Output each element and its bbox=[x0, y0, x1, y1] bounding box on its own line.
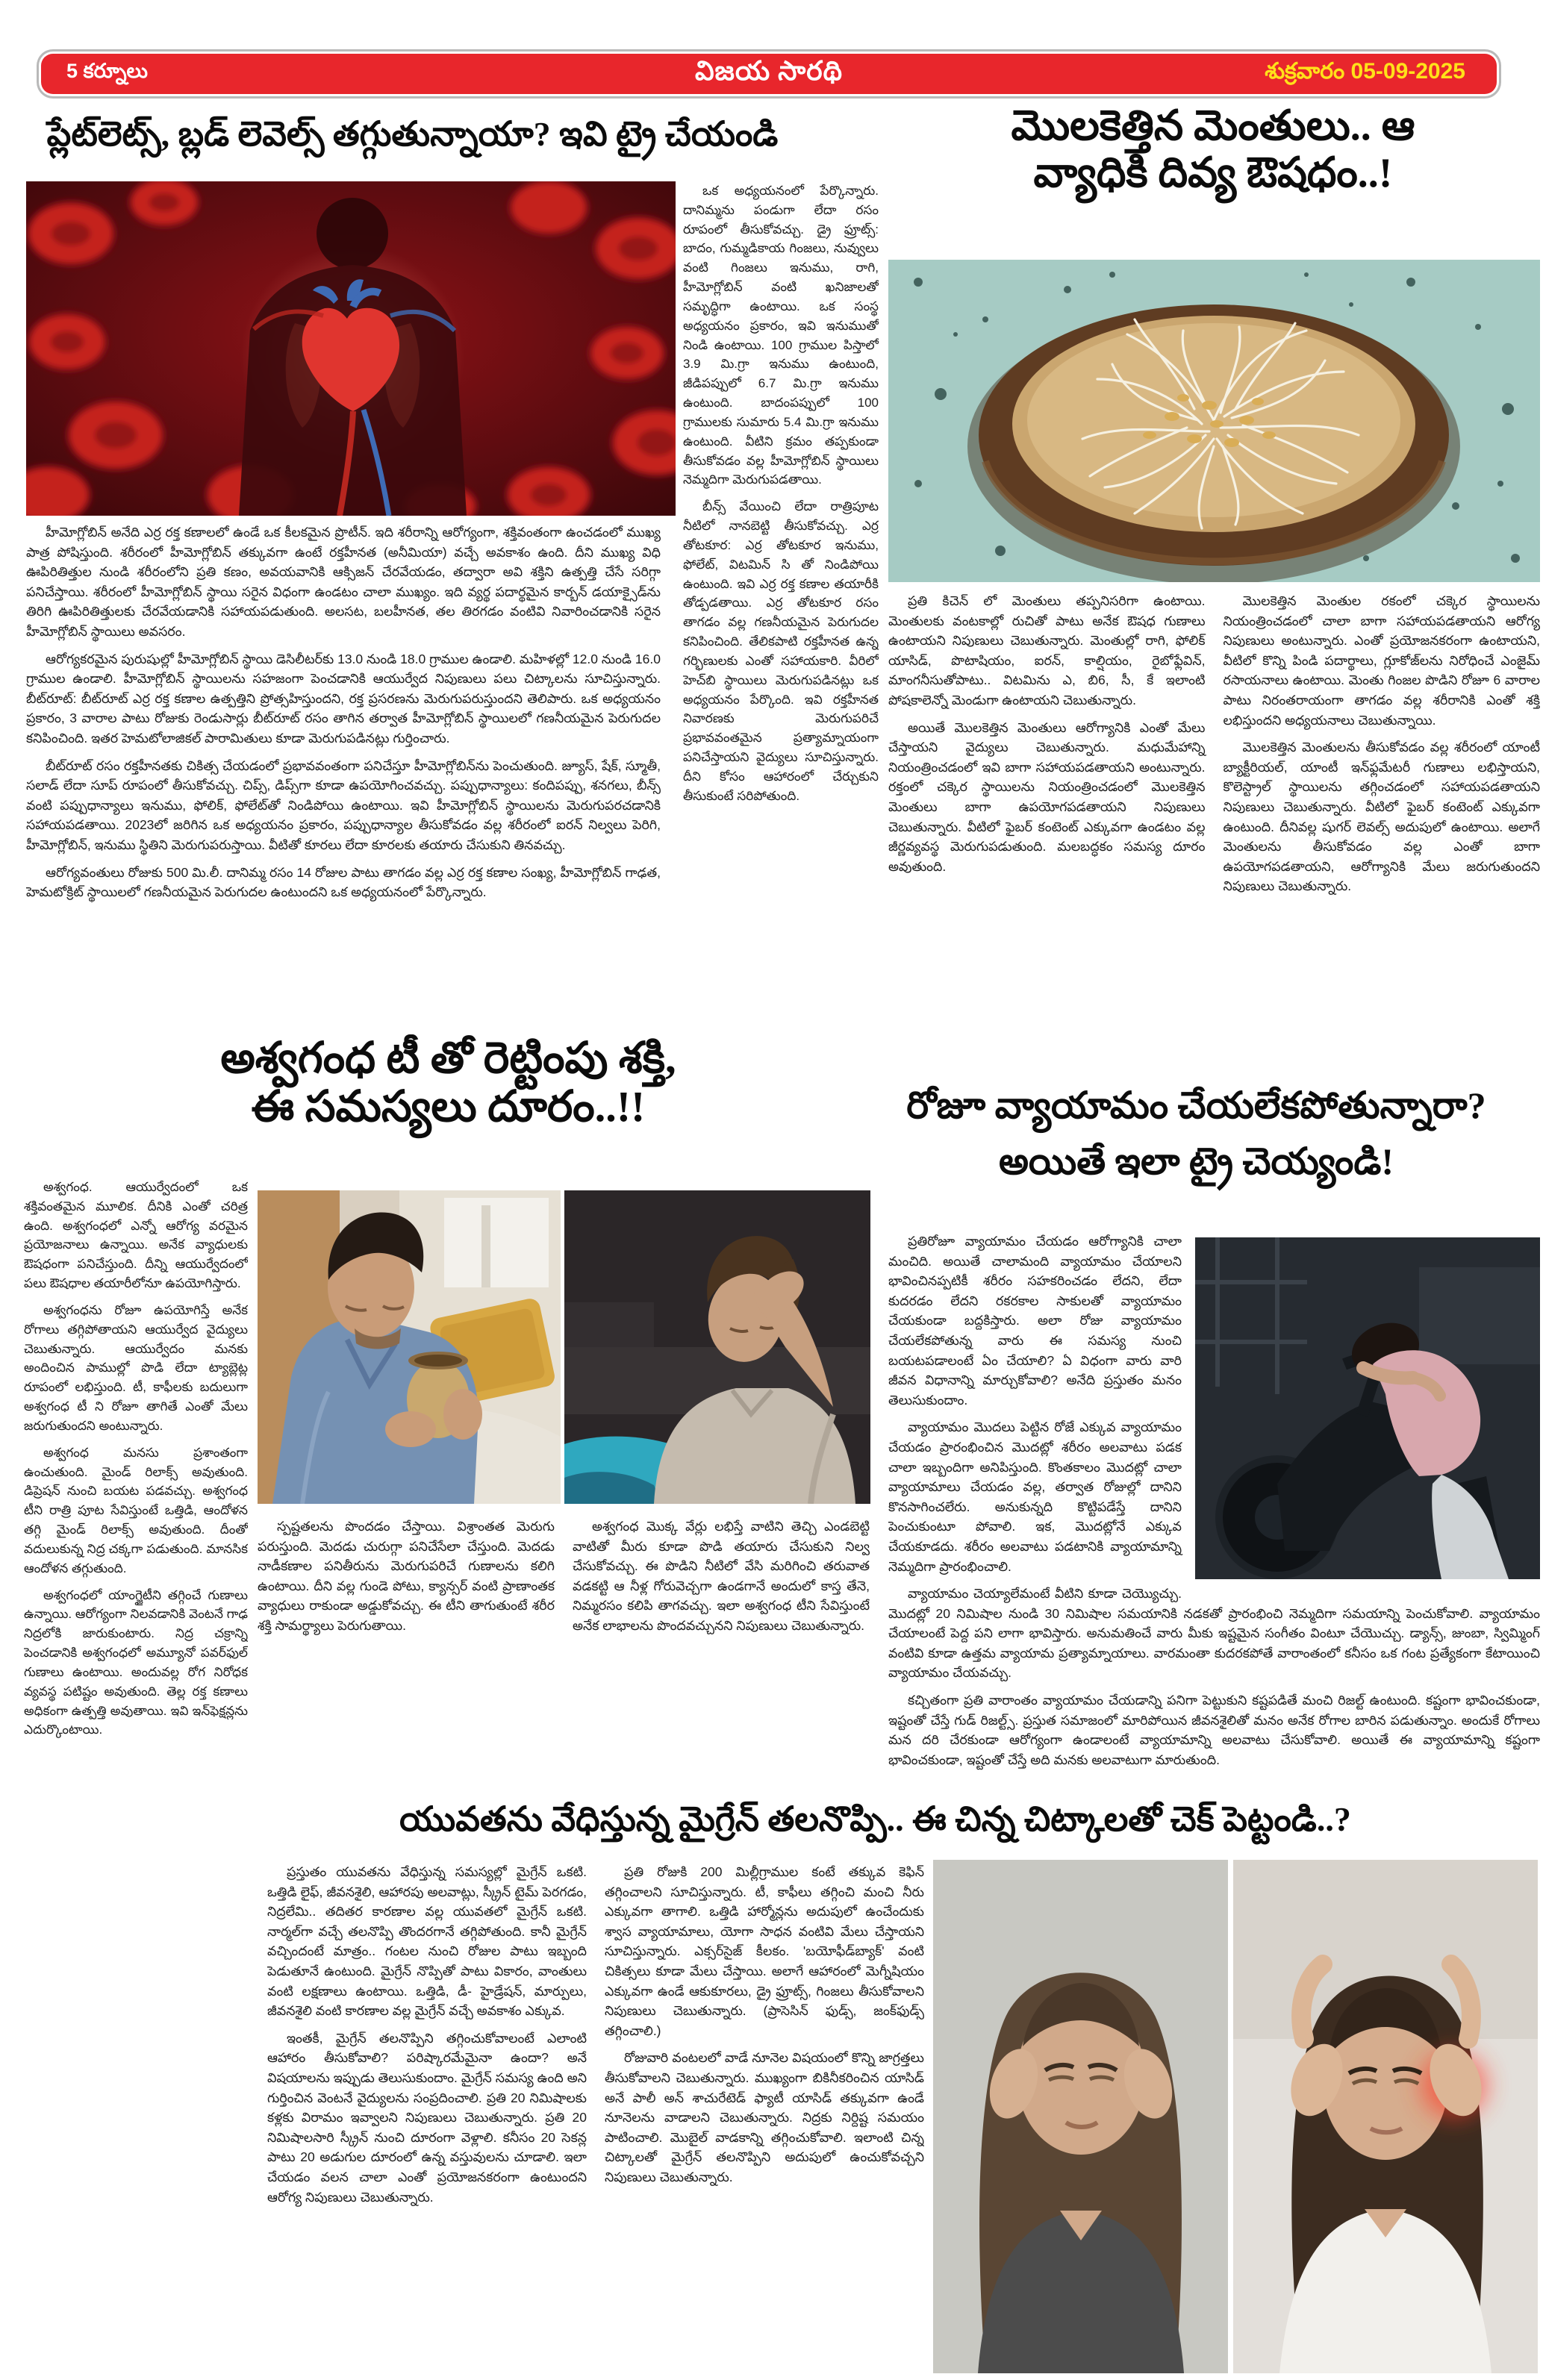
headline-migraine bbox=[261, 1785, 1489, 1854]
ashwagandha-body bbox=[258, 1517, 870, 1770]
paragraph: ఆరోగ్యవంతులు రోజుకు 500 మి.లీ. దానిమ్మ రసం 14 రోజుల పాటు తాగడం వల్ల ఎర్ర రక్త కణాల సంఖ్య, హీమోగ్లోబిన్ గాఢత, హెమటోక్రిట్ స్థాయిలలో గణనీయమైన పెరుగుదల ఉంటుందని ఒక అధ్యయనంలో పేర్కొన్నారు. bbox=[26, 864, 661, 900]
woman-sleeping-gym-image bbox=[1195, 1237, 1540, 1579]
headline-exercise-line2: అయితే ఇలా ట్రై చెయ్యండి! bbox=[998, 1140, 1394, 1182]
migraine-body bbox=[267, 1862, 924, 2364]
paragraph: అశ్వగంధ మొక్క వేర్లు లభిస్తే వాటిని తెచ్చి ఎండబెట్టి వాటితో మీరు కూడా పొడి తయారు చేసుకుని నిల్వ చేసుకోవచ్చు. ఈ పొడిని నీటిలో వేసి మరిగించి తరువాత వడకట్టి ఆ నీళ్ల గోరువెచ్చగా ఉండగానే అందులో కాస్త తేనె, నిమ్మరసం కలిపి తాగవచ్చు. ఇలా అశ్వగంధ టీని సేవిస్తుంటే అనేక లాభాలను పొందవచ్చునని నిపుణులు చెబుతున్నారు. bbox=[573, 1519, 870, 1633]
paragraph: హీమోగ్లోబిన్ అనేది ఎర్ర రక్త కణాలలో ఉండే ఒక కీలకమైన ప్రొటీన్. ఇది శరీరాన్ని ఆరోగ్యంగా, శక్తివంతంగా ఉంచడంలో ముఖ్య పాత్ర పోషిస్తుంది. శరీరంలో హీమోగ్లోబిన్ తక్కువగా ఉంటే రక్తహీనత (అనీమియా) వచ్చే అవకాశం ఉంది. దీని ముఖ్య విధి ఊపిరితిత్తుల నుండి శరీరంలోని ప్రతి కణం, అవయవానికి ఆక్సిజన్ చేరవేయడం, తద్వారా అవి శక్తిని ఉత్పత్తి చేసే సరిగ్గా పనిచేస్తాయి. శరీరంలో హీమోగ్లోబిన్ స్థాయి సరైన విధంగా ఉండటం చాలా ముఖ్యం. ఇది వ్యర్థ పదార్థమైన కార్బన్ డయాక్సైడ్‌ను తిరిగి ఊపిరితిత్తులకు చేరవేయడానికి సహాయపడుతుంది. అలసట, బలహీనత, తల తిరగడం వంటివి నివారించడానికి సరైన హీమోగ్లోబిన్ స్థాయిలు అవసరం. bbox=[26, 525, 661, 639]
masthead-bar bbox=[41, 54, 1497, 94]
paragraph: బీన్స్ వేయించి లేదా రాత్రిపూట నీటిలో నానబెట్టి తీసుకోవచ్చు. ఎర్ర తోటకూర: ఎర్ర తోటకూర ఇనుము, ఫోలేట్, విటమిన్ సి తో నిండిపోయి ఉంటుంది. ఇవి ఎర్ర రక్త కణాల తయారీకి తోడ్పడతాయి. ఎర్ర తోటకూర రసం తాగడం వల్ల గణనీయమైన పెరుగుదల కనిపించింది. తేలికపాటి రక్తహీనత ఉన్న గర్భిణులకు ఎంతో సహాయకారి. వీరిలో హెచ్‌బి స్థాయిలు మెరుగుపడినట్లు ఒక అధ్యయనం పేర్కొంది. ఇవి రక్తహీనత నివారణకు మెరుగుపరిచే ప్రభావవంతమైన ప్రత్యామ్నాయంగా పనిచేస్తాయని వైద్యులు సూచిస్తున్నారు. దీని కోసం ఆహారంలో చేర్చుకుని తీసుకుంటే సరిపోతుంది. bbox=[683, 499, 879, 803]
woman-sleeping-gym-svg bbox=[1195, 1237, 1540, 1579]
masthead-title: విజయ సారథి bbox=[694, 55, 844, 86]
paragraph: ఆరోగ్యకరమైన పురుషుల్లో హీమోగ్లోబిన్ స్థాయి డెసిలీటర్‌కు 13.0 నుండి 18.0 గ్రాముల ఉండాలి. మహిళల్లో 12.0 నుండి 16.0 గ్రాముల ఉండాలి. హీమోగ్లోబిన్ స్థాయిలను సహజంగా పెంచడానికి ఆయుర్వేద నిపుణులు పలు చిట్కాలను సూచిస్తున్నారు. బీట్‌రూట్: బీట్‌రూట్ ఎర్ర రక్త కణాల ఉత్పత్తిని ప్రోత్సహిస్తుందని, రక్త ప్రసరణను మెరుగుపరుస్తుందని తెలిపారు. ఒక అధ్యయనం ప్రకారం, 3 వారాల పాటు రోజుకు రెండుసార్లు బీట్‌రూట్ రసం తాగిన తర్వాత హీమోగ్లోబిన్ స్థాయిలలో గణనీయమైన పెరుగుదల కనిపించింది. ఇతర హెమటోలాజికల్ పారామితులు కూడా మెరుగుపడినట్లు గుర్తించారు. bbox=[26, 651, 661, 746]
man-drinking-tea-image bbox=[258, 1190, 561, 1504]
tired-man-svg bbox=[564, 1190, 870, 1504]
paragraph: వ్యాయామం మొదలు పెట్టిన రోజే ఎక్కువ వ్యాయామం చేయడం ప్రారంభించిన మొదట్లో శరీరం అలవాటు పడక చాలా ఇబ్బందిగా అనిపిస్తుంది. కొంతకాలం మొదట్లో చాలా వ్యాయామాలు చేయడం వల్ల, తర్వాత రోజుల్లో దానిని కొనసాగించలేరు. అనుకున్నది కొట్టిపడేస్తే దానిని పెంచుకుంటూ పోవాలి. ఇక, మొదట్లోనే ఎక్కువ చేయకూడదు. శరీరం అలవాటు పడటానికి వ్యాయామాన్ని నెమ్మదిగా ప్రారంభించాలి. bbox=[888, 1419, 1182, 1574]
paragraph: ప్రతిరోజూ వ్యాయామం చేయడం ఆరోగ్యానికి చాలా మంచిది. అయితే చాలామంది వ్యాయామం చేయాలని భావించినప్పటికీ శరీరం సహకరించడం లేదని, లేదా కుదరడం లేదని రకరకాల సాకులతో వ్యాయామం చేయకుండా బద్దకిస్తారు. అలా రోజు వ్యాయామం చేయలేకపోతున్న వారు ఈ సమస్య నుంచి బయటపడాలంటే ఏం చేయాలి? ఏ విధంగా వారు వారి జీవన విధానాన్ని మార్చుకోవాలి? అనేది ప్రస్తుతం మనం తెలుసుకుందాం. bbox=[888, 1234, 1182, 1408]
paragraph: బీట్‌రూట్ రసం రక్తహీనతకు చికిత్స చేయడంలో ప్రభావవంతంగా పనిచేస్తూ హీమోగ్లోబిన్‌ను పెంచుతుంది. జ్యూస్, షేక్, స్మూతీ, సలాడ్ లేదా సూప్ రూపంలో తీసుకోవచ్చు. చిప్స్, డిప్స్‌గా కూడా ఉపయోగించవచ్చు. పప్పుధాన్యాలు: కందిపప్పు, శనగలు, బీన్స్ వంటి పప్పుధాన్యాలు ఇనుము, ఫోలిక్, ఫోలేట్‌తో నిండిపోయి ఉంటాయి. ఇవి హీమోగ్లోబిన్ స్థాయిలను మెరుగుపరచడానికి సహాయపడతాయి. 2023లో జరిగిన ఒక అధ్యయనం ప్రకారం, పప్పుధాన్యాల తీసుకోవడం వల్ల శరీరంలో ఐరన్ నిల్వలు పెరిగి, హీమోగ్లోబిన్, ఇనుము స్థితిని మెరుగుపరుస్తాయి. వీటితో కూరలు లేదా కూరలకు తయారు చేసుకుని తినవచ్చు. bbox=[26, 758, 661, 852]
paragraph: ఇంతకీ, మైగ్రేన్ తలనొప్పిని తగ్గించుకోవాలంటే ఎలాంటి ఆహారం తీసుకోవాలి? పరిష్కారమేమైనా ఉందా? అనే విషయాలను ఇప్పుడు తెలుసుకుందాం. మైగ్రేన్ సమస్య ఉంది అని గుర్తించిన వెంటనే వైద్యులను సంప్రదించాలి. ప్రతి 20 నిమిషాలకు కళ్లకు విరామం ఇవ్వాలని నిపుణులు చెబుతున్నారు. ప్రతి 20 నిమిషాలసారి స్క్రీన్ నుంచి దూరంగా వెళ్లాలి. కనీసం 20 సెకన్ల పాటు 20 అడుగుల దూరంలో ఉన్న వస్తువులను చూడాలి. ఇలా చేయడం వలన చాలా ఎంతో ప్రయోజనకరంగా ఉంటుందని ఆరోగ్య నిపుణులు చెబుతున్నారు. bbox=[267, 2030, 587, 2205]
paragraph: అశ్వగంధ. ఆయుర్వేదంలో ఒక శక్తివంతమైన మూలిక. దీనికి ఎంతో చరిత్ర ఉంది. అశ్వగంధలో ఎన్నో ఆరోగ్య వరమైన ప్రయోజనాలు ఉన్నాయి. అనేక వ్యాధులకు ఔషధంగా పనిచేస్తుంది. దీన్ని ఆయుర్వేదంలో పలు ఔషధాల తయారీలోనూ ఉపయోగిస్తారు. bbox=[24, 1180, 248, 1291]
headline-ashwagandha bbox=[21, 1034, 876, 1169]
migraine-woman-image-1 bbox=[933, 1860, 1228, 2373]
exercise-body bbox=[888, 1231, 1540, 1784]
headline-fenugreek-line2: వ్యాధికి దివ్య ఔషధం..! bbox=[1033, 149, 1393, 196]
paragraph: రోజువారి వంటలలో వాడే నూనెల విషయంలో కొన్ని జాగ్రత్తలు తీసుకోవాలని చెబుతున్నారు. ముఖ్యంగా బికినీకరించిన యాసిడ్ అనే పాలీ అన్ శాచురేటెడ్ ఫ్యాటీ యాసిడ్ తక్కువగా ఉండే నూనెలను వాడాలని చెబుతున్నారు. నిద్రకు నిర్దిష్ట సమయం పాటించాలి. మొబైల్ వాడకాన్ని తగ్గించుకోవాలి. ఇలాంటి చిన్న చిట్కాలతో మైగ్రేన్ తలనొప్పిని అదుపులో ఉంచుకోవచ్చని నిపుణులు చెబుతున్నారు. bbox=[605, 2050, 924, 2184]
edition-label: 5 కర్నూలు bbox=[66, 60, 149, 82]
paragraph: వ్యాయామం చెయ్యాలేమంటే వీటిని కూడా చెయ్యొచ్చు. మొదట్లో 20 నిమిషాల నుండి 30 నిమిషాల సమయానికి నడకతో ప్రారంభించి నెమ్మదిగా సమయాన్ని పెంచుకోవాలి. వ్యాయామం చేయాలంటే పెద్ద పని లాగా భావిస్తారు. అనుమతించే వారు మీకు ఇష్టమైన సంగీతం వింటూ చేయొచ్చు. డ్యాన్స్, జుంబా, స్విమ్మింగ్ వంటివి కూడా ఉత్తమ వ్యాయామ ప్రత్యామ్నాయాలు. వారమంతా కుదరకపోతే వారాంతంలో కనీసం ఒక గంట ప్రత్యేకంగా కేటాయించి వ్యాయామం చేయవచ్చు. bbox=[888, 1586, 1540, 1681]
headline-platelets-text: ప్లేట్‌లెట్స్, బ్లడ్ లెవెల్స్ తగ్గుతున్నాయా? ఇవి ట్రై చేయండి bbox=[46, 115, 779, 154]
date-label: శుక్రవారం 05-09-2025 bbox=[1265, 58, 1465, 84]
fenugreek-body bbox=[888, 591, 1540, 1069]
headline-fenugreek-line1: మొలకెత్తిన మెంతులు.. ఆ bbox=[1011, 103, 1415, 149]
migraine-woman-image-2 bbox=[1233, 1860, 1538, 2373]
paragraph: ప్రతి కిచెన్ లో మెంతులు తప్పనిసరిగా ఉంటాయి. మెంతులకు వంటకాల్లో రుచితో పాటు అనేక ఔషధ గుణాలు ఉంటాయని నిపుణులు చెబుతున్నారు. మెంతుల్లో రాగి, ఫోలిక్ యాసిడ్, పొటాషియం, ఐరన్, కాల్షియం, రైబోఫ్లేవిన్, మాంగనీసుతోపాటు.. విటమిను ఎ, బి6, సీ, కే ఇలాంటి పోషకాలెన్నో మెండుగా ఉంటాయని చెబుతున్నారు. bbox=[888, 593, 1206, 708]
migraine-woman-1-svg bbox=[933, 1860, 1228, 2373]
ashwagandha-left-column bbox=[24, 1178, 248, 2357]
platelets-body bbox=[26, 522, 661, 1036]
headline-exercise bbox=[851, 1078, 1542, 1219]
paragraph: మొలకెత్తిన మెంతుల రకంలో చక్కెర స్థాయిలను నియంత్రించడంలో చాలా బాగా సహాయపడతాయని ఆరోగ్య నిపుణులు అంటున్నారు. ఎంతో ప్రయోజనకరంగా ఉంటాయని, వీటిలో కొన్ని పిండి పదార్థాలు, గ్లూకోజ్‌లను నిరోధించే ఎంజైమ్ రసాయనాలు ఉంటాయి. మెంతు గింజల పొడిని రోజూ 6 వారాల పాటు నిరంతరాయంగా తాగడం వల్ల శరీరానికి ఎంతో శక్తి లభిస్తుందని అధ్యయనాలు చెబుతున్నాయి. bbox=[1223, 593, 1540, 728]
paragraph: ప్రతి రోజుకి 200 మిల్లీగ్రాముల కంటే తక్కువ కెఫిన్ తగ్గించాలని సూచిస్తున్నారు. టీ, కాఫీలు తగ్గించి మంచి నీరు ఎక్కువగా తాగాలి. ఒత్తిడి హార్మోన్లను అదుపులో ఉంచేందుకు శ్వాస వ్యాయామాలు, యోగా సాధన వంటివి మేలు చేస్తాయని సూచిస్తున్నారు. ఎక్సర్‌సైజ్ కీలకం. 'బయోఫీడ్‌బ్యాక్' వంటి చికిత్సలు కూడా మేలు చేస్తాయి. అలాగే ఆహారంలో మెగ్నీషియం ఎక్కువగా ఉండే ఆకుకూరలు, డ్రై ఫ్రూట్స్, గింజలు తీసుకోవాలని నిపుణులు చెబుతున్నారు. (ప్రాసెసిన్ ఫుడ్స్, జంక్‌ఫుడ్స్ తగ్గించాలి.) bbox=[605, 1864, 924, 2038]
fenugreek-sprouts-svg bbox=[888, 260, 1540, 582]
headline-fenugreek bbox=[885, 103, 1542, 256]
headline-platelets bbox=[22, 94, 802, 175]
paragraph: మొలకెత్తిన మెంతులను తీసుకోవడం వల్ల శరీరంలో యాంటీ బ్యాక్టీరియల్, యాంటీ ఇన్‌ఫ్లమేటరీ గుణాలు లభిస్తాయని, కొలెస్ట్రాల్ స్థాయిలను తగ్గించడంలో సహాయపడతాయని నిపుణులు చెబుతున్నారు. వీటిలో ఫైబర్ కంటెంట్ ఎక్కువగా ఉంటుంది. దీనివల్ల షుగర్ లెవల్స్ అదుపులో ఉంటాయి. అలాగే మెంతులను తీసుకోవడం వల్ల ఎంతో బాగా ఉపయోగపడతాయని, ఆరోగ్యానికి మేలు జరుగుతుందని నిపుణులు చెబుతున్నారు. bbox=[1223, 740, 1540, 894]
paragraph: అశ్వగంధ మనసు ప్రశాంతంగా ఉంచుతుంది. మైండ్ రిలాక్స్ అవుతుంది. డిప్రెషన్ నుంచి బయట పడవచ్చు. అశ్వగంధ టీని రాత్రి పూట సేవిస్తుంటే ఒత్తిడి, ఆందోళన తగ్గి మైండ్ రిలాక్స్ అవుతుంది. దీంతో వదులుకున్న నిద్ర చక్కగా పడుతుంది. మానసిక ఆందోళన తగ్గుతుంది. bbox=[24, 1445, 248, 1575]
man-drinking-tea-svg bbox=[258, 1190, 561, 1504]
paragraph: అశ్వగంధను రోజూ ఉపయోగిస్తే అనేక రోగాలు తగ్గిపోతాయని ఆయుర్వేద వైద్యులు చెబుతున్నారు. ఆయుర్వేదం మనకు అందించిన పాముల్లో పొడి లేదా ట్యాబ్లెట్ల రూపంలో లభిస్తుంది. టీ, కాఫీలకు బదులుగా అశ్వగంధ టీ ని రోజూ తాగితే ఎంతో మేలు జరుగుతుందని అంటున్నారు. bbox=[24, 1302, 248, 1433]
tired-man-image bbox=[564, 1190, 870, 1504]
paragraph: స్పష్టతలను పొందడం చేస్తాయి. విశ్రాంతత మెరుగు పరుస్తుంది. మెదడు చురుగ్గా పనిచేసేలా చేస్తుంది. మెదడు నాడీకణాల పనితీరును మెరుగుపరిచే గుణాలను కలిగి ఉంటాయి. దీని వల్ల గుండె పోటు, క్యాన్సర్ వంటి ప్రాణాంతక వ్యాధులు రాకుండా అడ్డుకోవచ్చు. ఈ టీని తాగుతుంటే శరీర శక్తి సామర్థ్యాలు పెరుగుతాయి. bbox=[258, 1519, 555, 1633]
paragraph: ప్రస్తుతం యువతను వేధిస్తున్న సమస్యల్లో మైగ్రేన్ ఒకటి. ఒత్తిడి లైఫ్, జీవనశైలి, ఆహారపు అలవాట్లు, స్క్రీన్ టైమ్ పెరగడం, నిద్రలేమి.. తదితర కారణాల వల్ల యువతలో మైగ్రేన్ ఒకటి. నార్మల్‌గా వచ్చే తలనొప్పి తొందరగానే తగ్గిపోతుంది. కానీ మైగ్రేన్ వచ్చిందంటే మాత్రం.. గంటల నుంచి రోజుల పాటు ఇబ్బంది పెడుతూనే ఉంటుంది. మైగ్రేన్ నొప్పితో పాటు వికారం, వాంతులు వంటి లక్షణాలు ఉంటాయి. ఒత్తిడి, డీ- హైడ్రేషన్, మార్పులు, జీవనశైలి వంటి కారణాల వల్ల మైగ్రేన్ వచ్చే అవకాశం ఎక్కువ. bbox=[267, 1864, 587, 2019]
headline-migraine-text: యువతను వేధిస్తున్న మైగ్రేన్ తలనొప్పి.. ఈ చిన్న చిట్కాలతో చెక్ పెట్టండి..? bbox=[399, 1800, 1351, 1839]
paragraph: కచ్చితంగా ప్రతి వారాంతం వ్యాయామం చేయడాన్ని పనిగా పెట్టుకుని కష్టపడితే మంచి రిజల్ట్ ఉంటుంది. కష్టంగా భావించకుండా, ఇష్టంతో చేస్తే గుడ్ రిజల్ట్స్. ప్రస్తుత సమాజంలో మారిపోయిన జీవనశైలితో మనం అనేక రోగాల బారిన పడుతున్నాం. అందుకే రోగాలు మన దరి చేరకుండా ఆరోగ్యంగా ఉండాలంటే వ్యాయామాన్ని అలవాటు చేసుకోవాలి. అయితే ఈ వ్యాయామాన్ని కష్టంగా భావించకుండా, ఇష్టంతో చేస్తే అది మనకు అలవాటుగా మారుతుంది. bbox=[888, 1693, 1540, 1767]
heart-circulation-image bbox=[26, 181, 676, 516]
paragraph: అశ్వగంధలో యాంగ్జైటీని తగ్గించే గుణాలు ఉన్నాయి. ఆరోగ్యంగా నిలవడానికి వెంటనే గాఢ నిద్రలోకి జారుకుంటారు. నిద్ర చక్రాన్ని పెంచడానికి అశ్వగంధలో అమ్యూనో పవర్‌ఫుల్ గుణాలు ఉంటాయి. అందువల్ల రోగ నిరోధక వ్యవస్థ పటిష్టం అవుతుంది. తెల్ల రక్త కణాలు అధికంగా ఉత్పత్తి అవుతాయి. ఇవి ఇన్‌ఫెక్షన్లను ఎదుర్కొంటాయి. bbox=[24, 1587, 248, 1737]
heart-circulation-svg bbox=[26, 181, 676, 516]
platelets-side-column bbox=[683, 181, 879, 1071]
paragraph: అయితే మొలకెత్తిన మెంతులు ఆరోగ్యానికి ఎంతో మేలు చేస్తాయని వైద్యులు చెబుతున్నారు. మధుమేహాన్ని నియంత్రించడంలో ఇవి బాగా సహాయపడతాయని అంటున్నారు. రక్తంలో చక్కెర స్థాయిలను నియంత్రించడంలో మొలకెత్తిన మెంతులు బాగా ఉపయోగపడతాయని నిపుణులు చెబుతున్నారు. వీటిలో ఫైబర్ కంటెంట్ ఎక్కువగా ఉండటం వల్ల జీర్ణవ్యవస్థ మెరుగుపడుతుంది. మలబద్ధకం సమస్య దూరం అవుతుంది. bbox=[888, 719, 1206, 874]
headline-ashwagandha-line2: ఈ సమస్యలు దూరం..!! bbox=[251, 1081, 646, 1131]
fenugreek-sprouts-image bbox=[888, 260, 1540, 582]
migraine-woman-2-svg bbox=[1233, 1860, 1538, 2373]
headline-exercise-line1: రోజూ వ్యాయామం చేయలేకపోతున్నారా? bbox=[906, 1084, 1486, 1126]
paragraph: ఒక అధ్యయనంలో పేర్కొన్నారు. దానిమ్మను పండుగా లేదా రసం రూపంలో తీసుకోవచ్చు. డ్రై ఫ్రూట్స్: బాదం, గుమ్మడికాయ గింజలు, నువ్వులు వంటి గింజలు ఇనుము, రాగి, హీమోగ్లోబిన్ వంటి ఖనిజాలతో సమృద్ధిగా ఉంటాయి. ఒక సంస్థ అధ్యయనం ప్రకారం, ఇవి ఇనుముతో నిండి ఉంటాయి. 100 గ్రాముల పిస్తాలో 3.9 మి.గ్రా ఇనుము ఉంటుంది, జీడిపప్పులో 6.7 మి.గ్రా ఇనుము ఉంటుంది. బాదంపప్పులో 100 గ్రాములకు సుమారు 5.4 మి.గ్రా ఇనుము ఉంటుంది. వీటిని క్రమం తప్పకుండా తీసుకోవడం వల్ల హీమోగ్లోబిన్ స్థాయిలు నెమ్మదిగా మెరుగుపడతాయి. bbox=[683, 184, 879, 487]
headline-ashwagandha-line1: అశ్వగంధ టీ తో రెట్టింపు శక్తి, bbox=[220, 1034, 676, 1082]
